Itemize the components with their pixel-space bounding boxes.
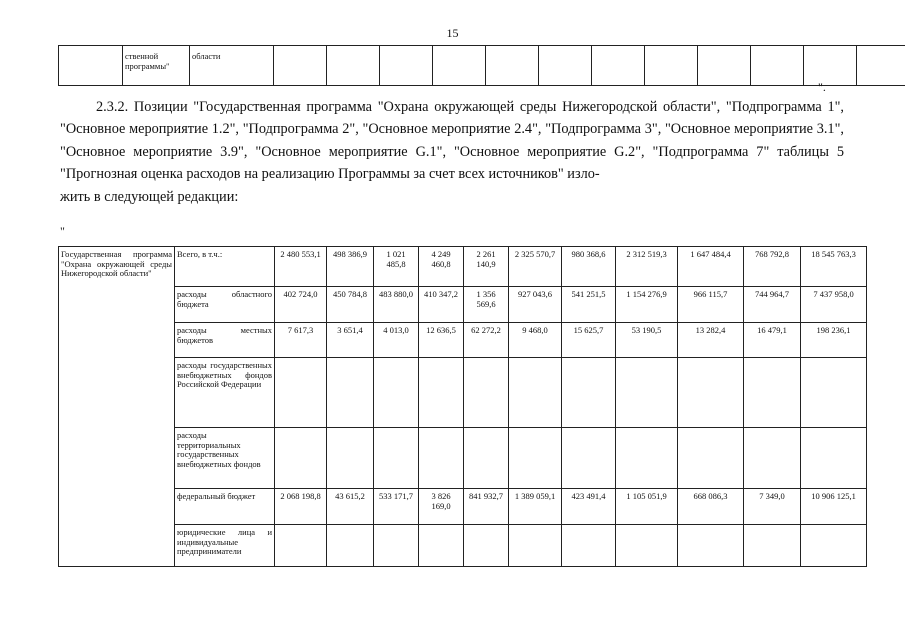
value-cell: 927 043,6 <box>509 287 562 323</box>
value-cell <box>509 428 562 489</box>
value-cell <box>616 525 678 567</box>
value-cell <box>327 428 374 489</box>
value-cell: 744 964,7 <box>744 287 801 323</box>
value-cell: 1 154 276,9 <box>616 287 678 323</box>
paragraph-line: "Основное мероприятие 3.1", "Основное мероприятие 3.9", "Основное мероприятие G.1", "Основное мероприятие G.2", <box>60 121 844 160</box>
value-cell: 18 545 763,3 <box>801 247 867 287</box>
value-cell <box>509 525 562 567</box>
value-cell <box>801 428 867 489</box>
top-cell <box>59 46 123 86</box>
table-row <box>59 358 867 428</box>
top-cell <box>857 46 905 86</box>
value-cell <box>509 358 562 428</box>
value-cell <box>744 525 801 567</box>
value-cell: 2 480 553,1 <box>275 247 327 287</box>
top-cell <box>274 46 327 86</box>
row-label: Всего, в т.ч.: <box>175 247 275 287</box>
value-cell: 2 068 198,8 <box>275 489 327 525</box>
value-cell: 1 389 059,1 <box>509 489 562 525</box>
top-cell <box>327 46 380 86</box>
value-cell <box>419 358 464 428</box>
amendment-paragraph <box>60 96 844 208</box>
value-cell: 4 249 460,8 <box>419 247 464 287</box>
top-table-row <box>59 46 905 86</box>
expenditure-table <box>58 246 867 567</box>
value-cell <box>464 428 509 489</box>
value-cell: 541 251,5 <box>562 287 616 323</box>
value-cell <box>327 358 374 428</box>
paragraph-line: 2.3.2. Позиции "Государственная программа "Охрана окружающей среды Нижегородской области", <box>96 99 721 115</box>
value-cell: 4 013,0 <box>374 323 419 358</box>
table-row <box>59 287 867 323</box>
value-cell <box>275 428 327 489</box>
top-table-fragment <box>58 45 905 86</box>
value-cell <box>464 525 509 567</box>
top-cell <box>698 46 751 86</box>
top-cell: ственной программы" <box>123 46 190 86</box>
value-cell: 62 272,2 <box>464 323 509 358</box>
value-cell: 13 282,4 <box>678 323 744 358</box>
paragraph-line: "Подпрограмма 7" таблицы 5 "Прогнозная оценка расходов на реализацию Программы за счет всех источников" изло- <box>60 143 845 183</box>
value-cell: 410 347,2 <box>419 287 464 323</box>
closing-quote: ". <box>818 80 826 94</box>
table-row <box>59 428 867 489</box>
table-row <box>59 323 867 358</box>
value-cell: 12 636,5 <box>419 323 464 358</box>
top-cell <box>592 46 645 86</box>
value-cell: 2 325 570,7 <box>509 247 562 287</box>
table-row <box>59 489 867 525</box>
value-cell <box>744 358 801 428</box>
value-cell: 768 792,8 <box>744 247 801 287</box>
row-label: расходы областного бюджета <box>175 287 275 323</box>
value-cell: 7 349,0 <box>744 489 801 525</box>
value-cell: 15 625,7 <box>562 323 616 358</box>
program-cell: Государственная программа "Охрана окружающей среды Нижегородской области" <box>59 247 175 567</box>
value-cell <box>801 525 867 567</box>
value-cell: 423 491,4 <box>562 489 616 525</box>
row-label: федеральный бюджет <box>175 489 275 525</box>
value-cell <box>801 358 867 428</box>
value-cell: 668 086,3 <box>678 489 744 525</box>
table-row <box>59 247 867 287</box>
value-cell <box>616 428 678 489</box>
value-cell: 198 236,1 <box>801 323 867 358</box>
value-cell <box>275 358 327 428</box>
value-cell: 3 651,4 <box>327 323 374 358</box>
row-label: расходы государственных внебюджетных фондов Российской Федерации <box>175 358 275 428</box>
paragraph-line: жить в следующей редакции: <box>60 188 239 205</box>
value-cell <box>419 525 464 567</box>
value-cell <box>374 525 419 567</box>
value-cell: 9 468,0 <box>509 323 562 358</box>
value-cell: 43 615,2 <box>327 489 374 525</box>
top-cell <box>433 46 486 86</box>
row-label: расходы местных бюджетов <box>175 323 275 358</box>
row-label: юридические лица и индивидуальные предприниматели <box>175 525 275 567</box>
value-cell: 10 906 125,1 <box>801 489 867 525</box>
value-cell: 3 826 169,0 <box>419 489 464 525</box>
top-cell <box>751 46 804 86</box>
value-cell: 498 386,9 <box>327 247 374 287</box>
value-cell: 16 479,1 <box>744 323 801 358</box>
value-cell: 980 368,6 <box>562 247 616 287</box>
value-cell <box>327 525 374 567</box>
top-cell <box>804 46 857 86</box>
value-cell <box>678 358 744 428</box>
page-number: 15 <box>446 26 459 40</box>
value-cell <box>275 525 327 567</box>
value-cell: 53 190,5 <box>616 323 678 358</box>
top-cell <box>645 46 698 86</box>
value-cell: 1 105 051,9 <box>616 489 678 525</box>
value-cell <box>678 525 744 567</box>
value-cell: 841 932,7 <box>464 489 509 525</box>
value-cell <box>464 358 509 428</box>
value-cell: 966 115,7 <box>678 287 744 323</box>
value-cell <box>374 358 419 428</box>
value-cell: 7 617,3 <box>275 323 327 358</box>
value-cell <box>744 428 801 489</box>
value-cell: 2 312 519,3 <box>616 247 678 287</box>
value-cell <box>562 525 616 567</box>
value-cell: 1 021 485,8 <box>374 247 419 287</box>
value-cell <box>374 428 419 489</box>
top-cell <box>539 46 592 86</box>
value-cell <box>419 428 464 489</box>
value-cell: 2 261 140,9 <box>464 247 509 287</box>
top-cell <box>380 46 433 86</box>
value-cell <box>616 358 678 428</box>
value-cell: 1 647 484,4 <box>678 247 744 287</box>
value-cell: 450 784,8 <box>327 287 374 323</box>
top-cell <box>486 46 539 86</box>
opening-quote: " <box>60 224 65 238</box>
top-cell: области <box>190 46 274 86</box>
value-cell: 402 724,0 <box>275 287 327 323</box>
table-row <box>59 525 867 567</box>
value-cell: 483 880,0 <box>374 287 419 323</box>
value-cell <box>678 428 744 489</box>
value-cell: 1 356 569,6 <box>464 287 509 323</box>
value-cell: 7 437 958,0 <box>801 287 867 323</box>
value-cell <box>562 358 616 428</box>
value-cell: 533 171,7 <box>374 489 419 525</box>
value-cell <box>562 428 616 489</box>
paragraph-line: "Подпрограмма 1", "Основное мероприятие 1.2", "Подпрограмма 2", "Основное мероприятие 2.4", "Подпрограмма 3", <box>60 99 845 138</box>
row-label: расходы территориальных государственных внебюджетных фондов <box>175 428 275 489</box>
